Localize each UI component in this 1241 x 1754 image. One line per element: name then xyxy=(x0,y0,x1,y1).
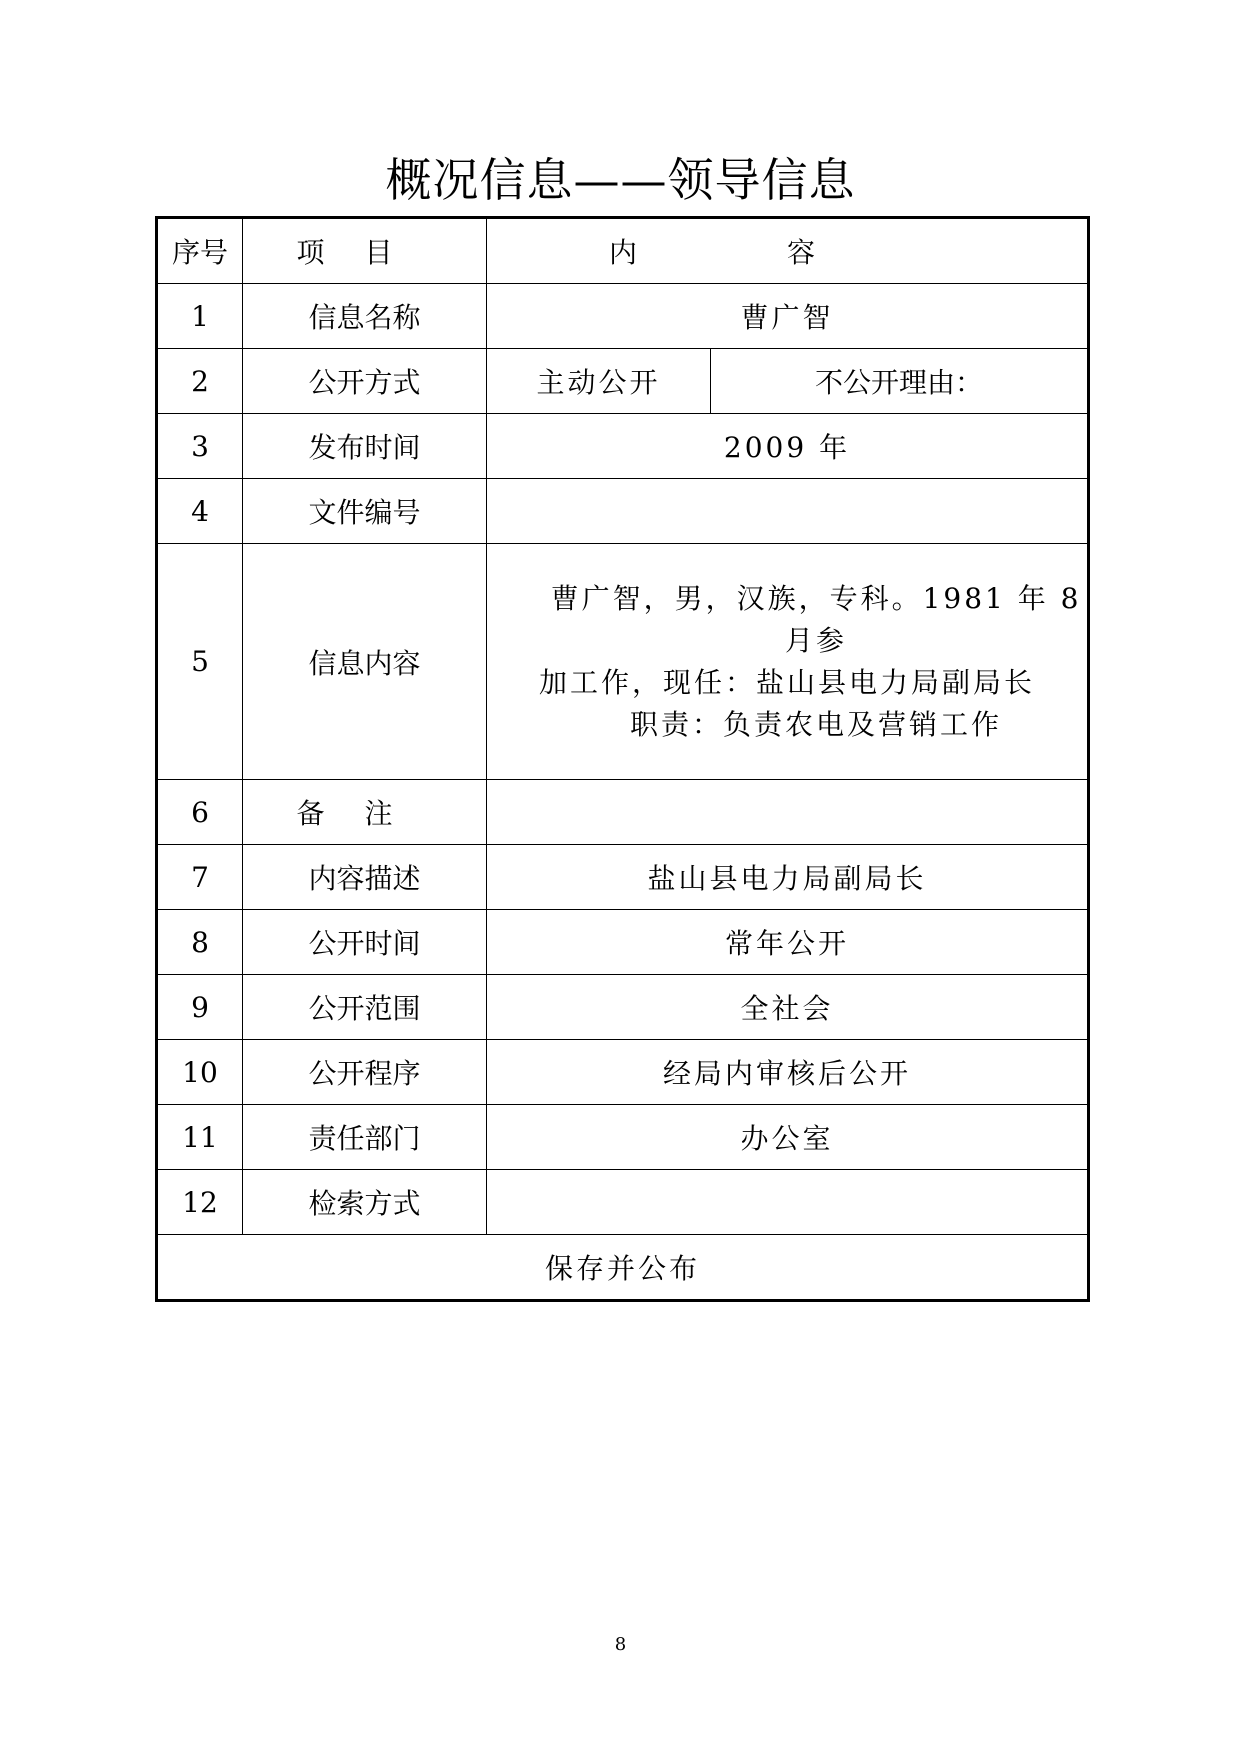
table-row xyxy=(157,479,1089,544)
row-no: 4 xyxy=(157,479,243,544)
row-item: 责任部门 xyxy=(243,1105,487,1170)
table-row xyxy=(157,349,1089,414)
row-no: 11 xyxy=(157,1105,243,1170)
table-row xyxy=(157,845,1089,910)
row-content: 全社会 xyxy=(487,975,1089,1040)
row-item: 备注 xyxy=(243,780,487,845)
page-number: 8 xyxy=(614,1634,627,1655)
disclosure-mode-value: 主动公开 xyxy=(487,349,711,414)
info-content-cell xyxy=(487,544,1089,780)
table-row xyxy=(157,910,1089,975)
table-row xyxy=(157,975,1089,1040)
row-no: 6 xyxy=(157,780,243,845)
row-item: 公开程序 xyxy=(243,1040,487,1105)
row-no: 8 xyxy=(157,910,243,975)
table-footer-row xyxy=(157,1235,1089,1301)
save-and-publish-button[interactable]: 保存并公布 xyxy=(157,1235,1089,1301)
row-item: 发布时间 xyxy=(243,414,487,479)
row-item: 公开范围 xyxy=(243,975,487,1040)
row-content xyxy=(487,479,1089,544)
row-no: 9 xyxy=(157,975,243,1040)
row-no: 12 xyxy=(157,1170,243,1235)
header-content: 内容 xyxy=(487,218,1089,284)
table-row xyxy=(157,1170,1089,1235)
row-no: 3 xyxy=(157,414,243,479)
row-content: 2009 年 xyxy=(487,414,1089,479)
table-row xyxy=(157,544,1089,780)
row-no: 7 xyxy=(157,845,243,910)
row-item: 信息内容 xyxy=(243,544,487,780)
row-no: 10 xyxy=(157,1040,243,1105)
row-content xyxy=(487,1170,1089,1235)
header-item: 项目 xyxy=(243,218,487,284)
row-item: 信息名称 xyxy=(243,284,487,349)
row-content xyxy=(487,780,1089,845)
row-content: 曹广智 xyxy=(487,284,1089,349)
row-no: 2 xyxy=(157,349,243,414)
info-content-line: 曹广智，男，汉族，专科。1981 年 8 月参 xyxy=(550,581,1082,657)
info-table xyxy=(155,216,1090,1302)
row-content: 常年公开 xyxy=(487,910,1089,975)
table-row xyxy=(157,780,1089,845)
table-header-row xyxy=(157,218,1089,284)
row-item: 内容描述 xyxy=(243,845,487,910)
table-row xyxy=(157,284,1089,349)
page-title: 概况信息——领导信息 xyxy=(385,153,856,207)
row-content: 经局内审核后公开 xyxy=(487,1040,1089,1105)
row-content: 盐山县电力局副局长 xyxy=(487,845,1089,910)
info-content-line: 职责：负责农电及营销工作 xyxy=(629,707,1002,741)
row-content: 办公室 xyxy=(487,1105,1089,1170)
non-disclosure-reason-label: 不公开理由： xyxy=(711,349,1089,414)
header-no: 序号 xyxy=(157,218,243,284)
table-row xyxy=(157,414,1089,479)
row-item: 公开时间 xyxy=(243,910,487,975)
row-item: 文件编号 xyxy=(243,479,487,544)
row-no: 1 xyxy=(157,284,243,349)
table-row xyxy=(157,1105,1089,1170)
row-item: 检索方式 xyxy=(243,1170,487,1235)
row-no: 5 xyxy=(157,544,243,780)
info-content-line: 加工作，现任：盐山县电力局副局长 xyxy=(538,665,1035,699)
row-item: 公开方式 xyxy=(243,349,487,414)
table-row xyxy=(157,1040,1089,1105)
